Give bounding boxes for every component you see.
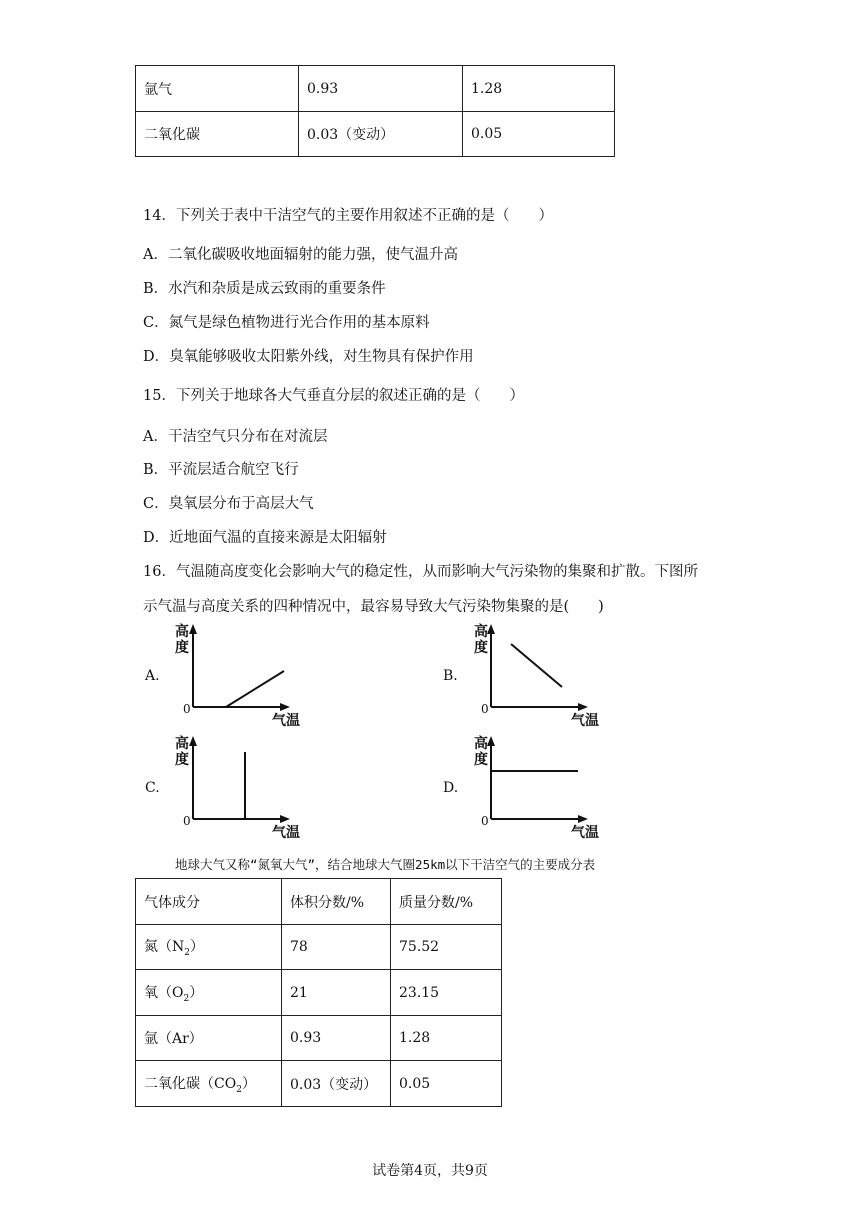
table-cell: 氩（Ar）	[136, 1016, 282, 1061]
graph-b-y-label: 高度	[474, 624, 488, 656]
graph-a-y-label: 高度	[175, 624, 189, 656]
table-cell: 78	[282, 925, 391, 970]
graph-d-origin: 0	[481, 814, 489, 828]
question-15-option-d: D．近地面气温的直接来源是太阳辐射	[143, 530, 387, 546]
question-15-option-c: C．臭氧层分布于高层大气	[143, 496, 314, 512]
table-row	[136, 925, 502, 970]
question-14-option-b: B．水汽和杂质是成云致雨的重要条件	[143, 281, 386, 297]
question-16-stem-line-2: 示气温与高度关系的四种情况中，最容易导致大气污染物集聚的是( )	[143, 599, 604, 615]
graph-a-label: A.	[145, 668, 160, 684]
graph-b-label: B.	[443, 668, 458, 684]
graph-a-x-label: 气温	[272, 713, 300, 729]
table-cell: 氧$(O_2)$	[136, 970, 282, 1016]
question-14-option-d: D．臭氧能够吸收太阳紫外线，对生物具有保护作用	[143, 349, 474, 365]
graph-a-origin: 0	[183, 702, 191, 716]
table-cell: 0.03（变动）	[299, 112, 463, 157]
table-header-row	[136, 879, 502, 925]
table-cell: 0.93	[282, 1016, 391, 1061]
graph-c-origin: 0	[183, 814, 191, 828]
question-15-stem: 15．下列关于地球各大气垂直分层的叙述正确的是（ ）	[143, 388, 524, 404]
table-cell: 0.05	[463, 112, 615, 157]
graph-b-x-label: 气温	[571, 713, 599, 729]
column-header: 质量分数/%	[391, 879, 502, 925]
graph-b-trend-line	[511, 644, 562, 687]
page-footer: 试卷第4页，共9页	[372, 1163, 488, 1179]
graph-d-label: D.	[443, 780, 459, 796]
composition-table	[135, 878, 502, 1107]
table-cell: 1.28	[391, 1016, 502, 1061]
question-14-option-a: A．二氧化碳吸收地面辐射的能力强，使气温升高	[143, 247, 458, 263]
table-cell: 23.15	[391, 970, 502, 1016]
top-table	[135, 65, 615, 157]
table-caption: 地球大气又称“氮氧大气”，结合地球大气圈25km以下干洁空气的主要成分表	[175, 857, 596, 872]
table-cell: 二氧化碳	[136, 112, 299, 157]
table-row	[136, 1016, 502, 1061]
question-16-stem-line-1: 16．气温随高度变化会影响大气的稳定性，从而影响大气污染物的集聚和扩散。下图所	[143, 564, 698, 580]
table-cell: 21	[282, 970, 391, 1016]
graph-a-trend-line	[226, 671, 284, 707]
question-15-option-b: B．平流层适合航空飞行	[143, 462, 299, 478]
table-cell: 1.28	[463, 66, 615, 112]
graph-d-y-label: 高度	[474, 736, 488, 768]
graph-c-y-label: 高度	[175, 736, 189, 768]
column-header: 气体成分	[136, 879, 282, 925]
question-14-stem: 14．下列关于表中干洁空气的主要作用叙述不正确的是（ ）	[143, 208, 553, 224]
graph-d-x-label: 气温	[571, 825, 599, 841]
graph-c-x-label: 气温	[272, 825, 300, 841]
table-cell: 0.05	[391, 1061, 502, 1107]
table-row	[136, 970, 502, 1016]
table-row	[136, 112, 615, 157]
table-cell: 氮$(N_2)$	[136, 925, 282, 970]
table-cell: 二氧化碳$(CO_2)$	[136, 1061, 282, 1107]
question-15-option-a: A．干洁空气只分布在对流层	[143, 429, 328, 445]
table-cell: 75.52	[391, 925, 502, 970]
table-cell: 0.93	[299, 66, 463, 112]
question-14-option-c: C．氮气是绿色植物进行光合作用的基本原料	[143, 315, 430, 331]
table-row	[136, 1061, 502, 1107]
graph-c-label: C.	[145, 780, 160, 796]
table-cell: 0.03（变动）	[282, 1061, 391, 1107]
graph-b-origin: 0	[481, 702, 489, 716]
table-cell: 氩气	[136, 66, 299, 112]
column-header: 体积分数/%	[282, 879, 391, 925]
table-row	[136, 66, 615, 112]
